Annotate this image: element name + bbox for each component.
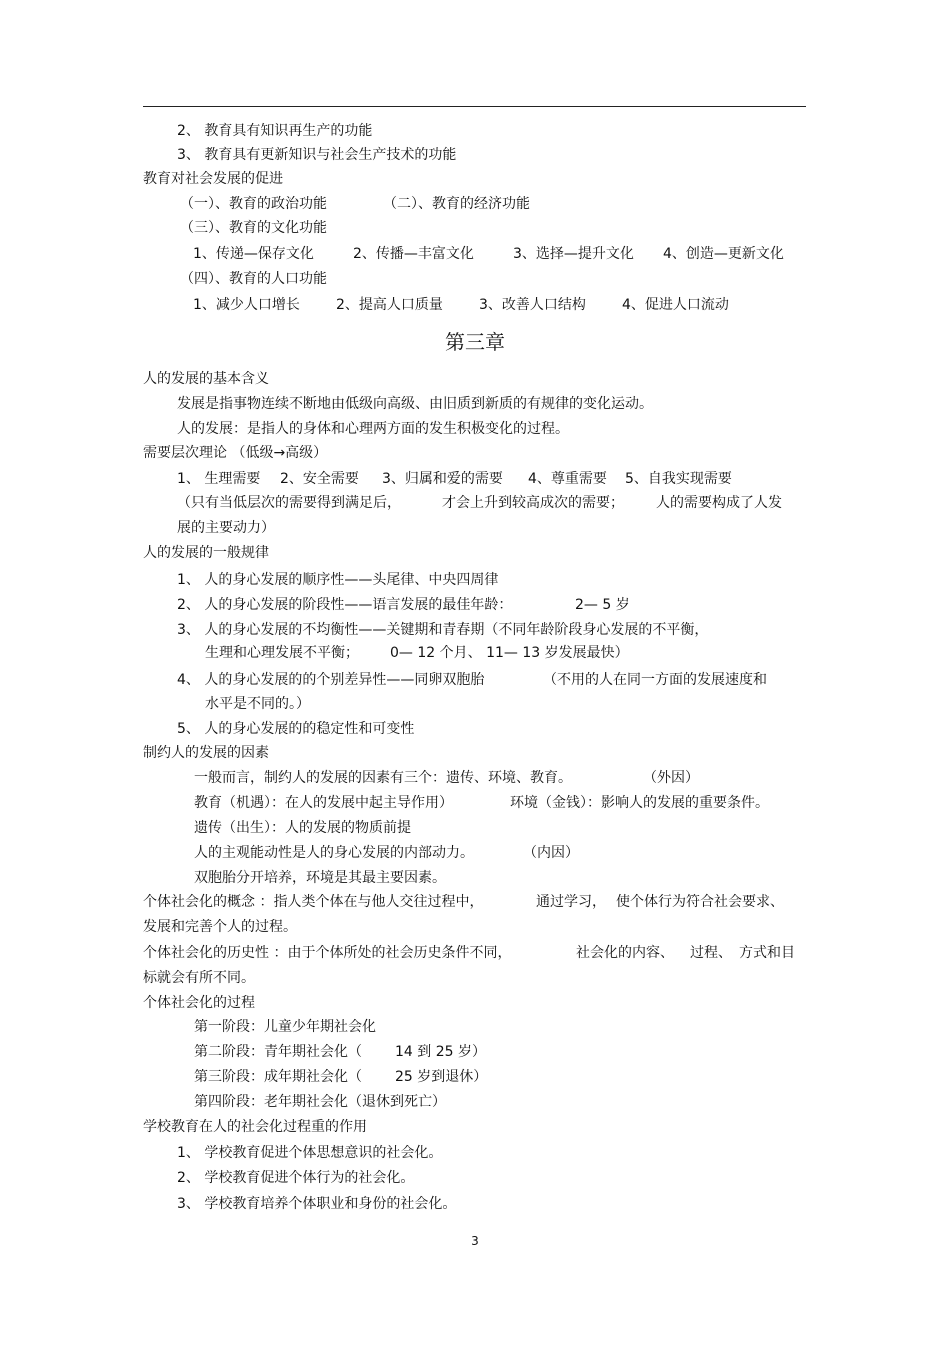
needs-note: （只有当低层次的需要得到满足后， <box>177 495 401 511</box>
need-item: 3、归属和爱的需要 <box>382 471 503 487</box>
need-item: 5、自我实现需要 <box>625 471 732 487</box>
rule-item: 3、 人的身心发展的不均衡性——关键期和青春期（不同年龄阶段身心发展的不平衡， <box>177 622 709 638</box>
heading-factors: 制约人的发展的因素 <box>143 745 269 761</box>
dev-meaning-p2: 人的发展：是指人的身体和心理两方面的发生积极变化的过程。 <box>177 421 569 437</box>
socialization-history: 个体社会化的历史性 ：由于个体所处的社会历史条件不同， <box>143 945 512 961</box>
socialization-history: 社会化的内容、 <box>576 945 674 961</box>
population-item: 1、减少人口增长 <box>193 297 300 313</box>
socialization-concept: 通过学习， <box>536 894 606 910</box>
school-item: 1、 学校教育促进个体思想意识的社会化。 <box>177 1145 443 1161</box>
rule-item: 5、 人的身心发展的的稳定性和可变性 <box>177 721 415 737</box>
factor-tag: （外因） <box>643 770 699 786</box>
culture-item: 3、选择—提升文化 <box>513 246 634 262</box>
func-political: （一）、教育的政治功能 <box>180 196 327 212</box>
population-item: 3、改善人口结构 <box>479 297 586 313</box>
page-number: 3 <box>471 1234 479 1248</box>
rule-item-cont: 水平是不同的。） <box>205 696 310 712</box>
top-line-3: 3、 教育具有更新知识与社会生产技术的功能 <box>177 147 457 163</box>
needs-note: 展的主要动力） <box>177 520 275 536</box>
socialization-history: 方式和目 <box>739 945 795 961</box>
stage-line: 第一阶段：儿童少年期社会化 <box>194 1019 376 1035</box>
heading-school: 学校教育在人的社会化过程重的作用 <box>143 1119 367 1135</box>
stage-line: 第三阶段：成年期社会化（ <box>194 1069 362 1085</box>
school-item: 2、 学校教育促进个体行为的社会化。 <box>177 1170 415 1186</box>
factor-line: 环境（金钱）：影响人的发展的重要条件。 <box>510 795 769 811</box>
population-item: 2、提高人口质量 <box>336 297 443 313</box>
rule-item-cont: （不用的人在同一方面的发展速度和 <box>543 672 767 688</box>
factor-line: 教育（机遇）：在人的发展中起主导作用） <box>194 795 453 811</box>
top-line-2: 2、 教育具有知识再生产的功能 <box>177 123 373 139</box>
rule-item-cont: 0— 12 个月、 11— 13 岁发展最快） <box>390 645 629 661</box>
heading-process: 个体社会化的过程 <box>143 995 255 1011</box>
heading-needs: 需要层次理论 （低级→高级） <box>143 445 328 461</box>
func-cultural: （三）、教育的文化功能 <box>180 220 327 236</box>
socialization-concept: 使个体行为符合社会要求、 <box>616 894 784 910</box>
heading-dev-meaning: 人的发展的基本含义 <box>143 371 269 387</box>
population-item: 4、促进人口流动 <box>622 297 729 313</box>
header-rule <box>143 106 806 107</box>
need-item: 4、尊重需要 <box>528 471 607 487</box>
socialization-concept: 发展和完善个人的过程。 <box>143 919 297 935</box>
school-item: 3、 学校教育培养个体职业和身份的社会化。 <box>177 1196 457 1212</box>
socialization-history: 标就会有所不同。 <box>143 970 255 986</box>
culture-item: 1、传递—保存文化 <box>193 246 314 262</box>
socialization-history: 过程、 <box>690 945 732 961</box>
factor-line: 遗传（出生）：人的发展的物质前提 <box>194 820 411 836</box>
factor-line: 一般而言，制约人的发展的因素有三个：遗传、环境、教育。 <box>194 770 572 786</box>
stage-value: 25 岁到退休） <box>395 1069 488 1085</box>
rule-item: 4、 人的身心发展的的个别差异性——同卵双胞胎 <box>177 672 485 688</box>
culture-item: 4、创造—更新文化 <box>663 246 784 262</box>
needs-note: 人的需要构成了人发 <box>656 495 782 511</box>
rule-item-cont: 生理和心理发展不平衡； <box>205 645 359 661</box>
chapter-title: 第三章 <box>445 330 505 354</box>
need-item: 2、安全需要 <box>280 471 359 487</box>
rule-item: 1、 人的身心发展的顺序性——头尾律、中央四周律 <box>177 572 499 588</box>
factor-line: 双胞胎分开培养，环境是其最主要因素。 <box>194 870 446 886</box>
func-population: （四）、教育的人口功能 <box>180 271 327 287</box>
rule-value: 2— 5 岁 <box>575 597 630 613</box>
rule-item: 2、 人的身心发展的阶段性——语言发展的最佳年龄： <box>177 597 513 613</box>
dev-meaning-p1: 发展是指事物连续不断地由低级向高级、由旧质到新质的有规律的变化运动。 <box>177 396 653 412</box>
culture-item: 2、传播—丰富文化 <box>353 246 474 262</box>
factor-tag: （内因） <box>523 845 579 861</box>
section-heading-promote: 教育对社会发展的促进 <box>143 171 283 187</box>
stage-line: 第二阶段：青年期社会化（ <box>194 1044 362 1060</box>
factor-line: 人的主观能动性是人的身心发展的内部动力。 <box>194 845 474 861</box>
stage-line: 第四阶段：老年期社会化（退休到死亡） <box>194 1094 446 1110</box>
heading-rules: 人的发展的一般规律 <box>143 545 269 561</box>
socialization-concept: 个体社会化的概念 ：指人类个体在与他人交往过程中， <box>143 894 484 910</box>
func-economic: （二）、教育的经济功能 <box>383 196 530 212</box>
need-item: 1、 生理需要 <box>177 471 261 487</box>
stage-value: 14 到 25 岁） <box>395 1044 486 1060</box>
needs-note: 才会上升到较高成次的需要； <box>442 495 624 511</box>
